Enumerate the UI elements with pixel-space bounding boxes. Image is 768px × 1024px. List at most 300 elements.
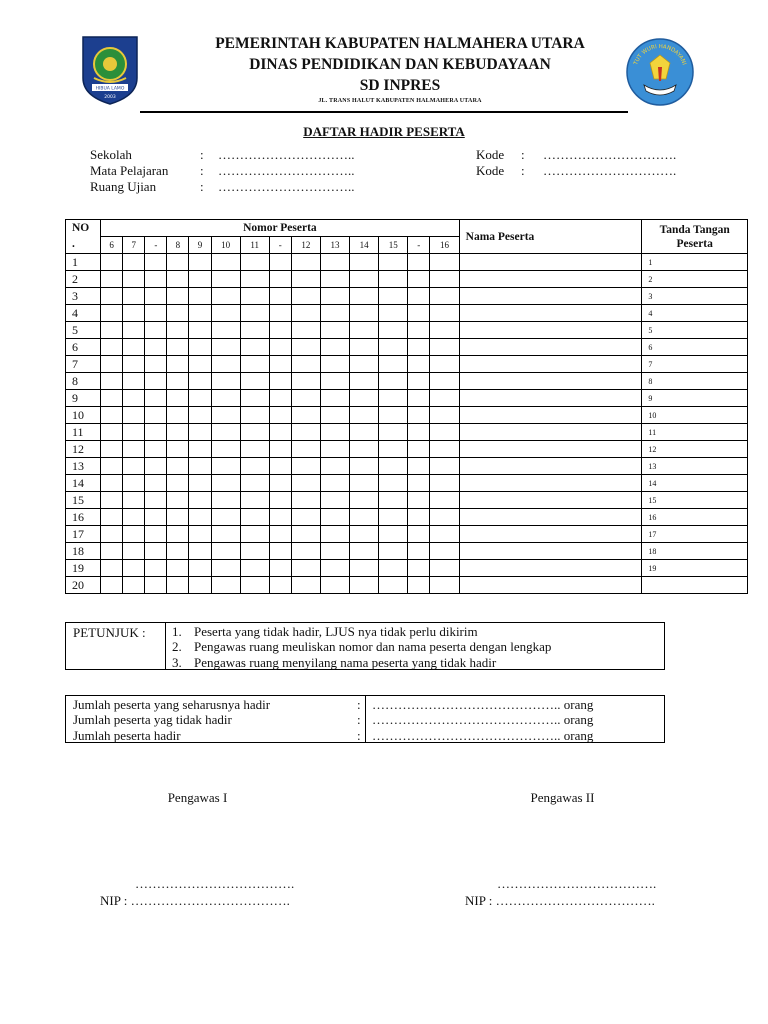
digit-cell[interactable] [291,407,320,424]
digit-cell[interactable] [101,492,123,509]
digit-cell[interactable] [430,441,459,458]
digit-cell[interactable] [123,322,145,339]
digit-cell[interactable] [408,339,430,356]
digit-cell[interactable] [101,390,123,407]
digit-cell[interactable] [430,339,459,356]
digit-cell[interactable] [269,305,291,322]
digit-cell[interactable] [379,475,408,492]
digit-cell[interactable] [350,390,379,407]
digit-cell[interactable] [240,492,269,509]
digit-cell[interactable] [240,271,269,288]
digit-cell[interactable] [123,509,145,526]
digit-cell[interactable] [101,509,123,526]
digit-cell[interactable] [189,305,211,322]
digit-cell[interactable] [430,288,459,305]
digit-cell[interactable] [240,288,269,305]
digit-cell[interactable] [101,424,123,441]
digit-cell[interactable] [145,458,167,475]
digit-cell[interactable] [291,322,320,339]
digit-cell[interactable] [101,271,123,288]
digit-cell[interactable] [430,356,459,373]
digit-cell[interactable] [379,560,408,577]
digit-cell[interactable] [291,424,320,441]
digit-cell[interactable] [101,322,123,339]
digit-cell[interactable] [350,356,379,373]
digit-cell[interactable] [211,458,240,475]
digit-cell[interactable] [408,492,430,509]
digit-cell[interactable] [240,407,269,424]
digit-cell[interactable] [101,560,123,577]
digit-cell[interactable] [211,577,240,594]
digit-cell[interactable] [379,441,408,458]
digit-cell[interactable] [145,356,167,373]
digit-cell[interactable] [291,305,320,322]
digit-cell[interactable] [167,305,189,322]
digit-cell[interactable] [123,526,145,543]
name-cell[interactable] [459,373,642,390]
signature-cell[interactable]: 11 [642,424,748,441]
digit-cell[interactable] [167,441,189,458]
digit-cell[interactable] [167,373,189,390]
digit-cell[interactable] [291,543,320,560]
digit-cell[interactable] [167,288,189,305]
name-cell[interactable] [459,560,642,577]
digit-cell[interactable] [101,475,123,492]
digit-cell[interactable] [291,373,320,390]
digit-cell[interactable] [145,288,167,305]
name-cell[interactable] [459,577,642,594]
digit-cell[interactable] [408,543,430,560]
digit-cell[interactable] [430,407,459,424]
digit-cell[interactable] [430,577,459,594]
digit-cell[interactable] [291,560,320,577]
digit-cell[interactable] [189,373,211,390]
digit-cell[interactable] [350,509,379,526]
digit-cell[interactable] [211,339,240,356]
digit-cell[interactable] [189,322,211,339]
digit-cell[interactable] [350,526,379,543]
signature-cell[interactable]: 2 [642,271,748,288]
digit-cell[interactable] [145,526,167,543]
digit-cell[interactable] [145,305,167,322]
digit-cell[interactable] [350,475,379,492]
signature-cell[interactable]: 14 [642,475,748,492]
digit-cell[interactable] [269,560,291,577]
digit-cell[interactable] [408,475,430,492]
digit-cell[interactable] [145,492,167,509]
digit-cell[interactable] [320,305,349,322]
digit-cell[interactable] [269,441,291,458]
digit-cell[interactable] [167,543,189,560]
digit-cell[interactable] [123,492,145,509]
signature-cell[interactable]: 16 [642,509,748,526]
digit-cell[interactable] [211,526,240,543]
digit-cell[interactable] [167,339,189,356]
digit-cell[interactable] [189,475,211,492]
digit-cell[interactable] [379,339,408,356]
digit-cell[interactable] [408,356,430,373]
name-cell[interactable] [459,424,642,441]
digit-cell[interactable] [350,339,379,356]
digit-cell[interactable] [240,509,269,526]
digit-cell[interactable] [189,458,211,475]
digit-cell[interactable] [320,560,349,577]
digit-cell[interactable] [145,424,167,441]
digit-cell[interactable] [123,543,145,560]
digit-cell[interactable] [350,373,379,390]
digit-cell[interactable] [430,475,459,492]
digit-cell[interactable] [145,509,167,526]
digit-cell[interactable] [145,407,167,424]
digit-cell[interactable] [123,407,145,424]
digit-cell[interactable] [350,543,379,560]
digit-cell[interactable] [350,271,379,288]
digit-cell[interactable] [269,577,291,594]
name-cell[interactable] [459,492,642,509]
digit-cell[interactable] [189,407,211,424]
digit-cell[interactable] [211,560,240,577]
digit-cell[interactable] [189,577,211,594]
digit-cell[interactable] [320,458,349,475]
digit-cell[interactable] [101,288,123,305]
signature-cell[interactable] [642,577,748,594]
signature-cell[interactable]: 19 [642,560,748,577]
digit-cell[interactable] [430,271,459,288]
digit-cell[interactable] [350,492,379,509]
digit-cell[interactable] [145,475,167,492]
digit-cell[interactable] [291,475,320,492]
digit-cell[interactable] [240,305,269,322]
name-cell[interactable] [459,543,642,560]
digit-cell[interactable] [123,560,145,577]
digit-cell[interactable] [101,339,123,356]
name-cell[interactable] [459,288,642,305]
name-cell[interactable] [459,526,642,543]
digit-cell[interactable] [101,577,123,594]
digit-cell[interactable] [123,441,145,458]
digit-cell[interactable] [211,356,240,373]
digit-cell[interactable] [240,458,269,475]
digit-cell[interactable] [189,356,211,373]
digit-cell[interactable] [408,373,430,390]
digit-cell[interactable] [167,407,189,424]
digit-cell[interactable] [167,492,189,509]
digit-cell[interactable] [101,458,123,475]
digit-cell[interactable] [430,526,459,543]
digit-cell[interactable] [379,577,408,594]
digit-cell[interactable] [167,254,189,271]
signature-cell[interactable]: 4 [642,305,748,322]
digit-cell[interactable] [379,492,408,509]
digit-cell[interactable] [269,288,291,305]
digit-cell[interactable] [291,509,320,526]
digit-cell[interactable] [211,288,240,305]
digit-cell[interactable] [291,441,320,458]
digit-cell[interactable] [167,424,189,441]
digit-cell[interactable] [167,526,189,543]
digit-cell[interactable] [320,509,349,526]
digit-cell[interactable] [123,356,145,373]
digit-cell[interactable] [320,271,349,288]
digit-cell[interactable] [291,254,320,271]
digit-cell[interactable] [123,339,145,356]
digit-cell[interactable] [408,424,430,441]
digit-cell[interactable] [123,373,145,390]
signature-cell[interactable]: 8 [642,373,748,390]
digit-cell[interactable] [430,322,459,339]
digit-cell[interactable] [211,509,240,526]
digit-cell[interactable] [123,424,145,441]
digit-cell[interactable] [269,339,291,356]
digit-cell[interactable] [379,373,408,390]
digit-cell[interactable] [291,288,320,305]
digit-cell[interactable] [430,560,459,577]
digit-cell[interactable] [408,305,430,322]
digit-cell[interactable] [320,339,349,356]
digit-cell[interactable] [145,560,167,577]
digit-cell[interactable] [291,356,320,373]
digit-cell[interactable] [350,424,379,441]
digit-cell[interactable] [430,492,459,509]
digit-cell[interactable] [408,322,430,339]
digit-cell[interactable] [430,305,459,322]
digit-cell[interactable] [291,458,320,475]
digit-cell[interactable] [269,390,291,407]
digit-cell[interactable] [320,441,349,458]
signature-cell[interactable]: 5 [642,322,748,339]
digit-cell[interactable] [320,424,349,441]
signature-cell[interactable]: 13 [642,458,748,475]
digit-cell[interactable] [320,543,349,560]
name-cell[interactable] [459,509,642,526]
digit-cell[interactable] [101,441,123,458]
digit-cell[interactable] [101,543,123,560]
name-cell[interactable] [459,339,642,356]
digit-cell[interactable] [240,339,269,356]
digit-cell[interactable] [101,526,123,543]
digit-cell[interactable] [320,373,349,390]
digit-cell[interactable] [211,271,240,288]
digit-cell[interactable] [145,543,167,560]
digit-cell[interactable] [123,577,145,594]
digit-cell[interactable] [291,577,320,594]
digit-cell[interactable] [101,373,123,390]
digit-cell[interactable] [379,458,408,475]
signature-cell[interactable]: 9 [642,390,748,407]
digit-cell[interactable] [291,271,320,288]
digit-cell[interactable] [123,390,145,407]
signature-cell[interactable]: 17 [642,526,748,543]
digit-cell[interactable] [320,254,349,271]
digit-cell[interactable] [320,390,349,407]
name-cell[interactable] [459,271,642,288]
digit-cell[interactable] [240,543,269,560]
digit-cell[interactable] [379,288,408,305]
digit-cell[interactable] [269,373,291,390]
digit-cell[interactable] [167,458,189,475]
digit-cell[interactable] [167,271,189,288]
digit-cell[interactable] [240,526,269,543]
signature-cell[interactable]: 3 [642,288,748,305]
name-cell[interactable] [459,254,642,271]
digit-cell[interactable] [240,475,269,492]
digit-cell[interactable] [189,560,211,577]
digit-cell[interactable] [240,356,269,373]
digit-cell[interactable] [408,254,430,271]
digit-cell[interactable] [379,407,408,424]
digit-cell[interactable] [430,373,459,390]
digit-cell[interactable] [240,254,269,271]
digit-cell[interactable] [269,424,291,441]
digit-cell[interactable] [211,424,240,441]
digit-cell[interactable] [167,390,189,407]
digit-cell[interactable] [269,322,291,339]
signature-cell[interactable]: 7 [642,356,748,373]
digit-cell[interactable] [379,356,408,373]
digit-cell[interactable] [379,424,408,441]
digit-cell[interactable] [320,577,349,594]
digit-cell[interactable] [379,390,408,407]
digit-cell[interactable] [123,458,145,475]
digit-cell[interactable] [408,509,430,526]
digit-cell[interactable] [240,390,269,407]
signature-cell[interactable]: 12 [642,441,748,458]
digit-cell[interactable] [379,509,408,526]
digit-cell[interactable] [408,390,430,407]
name-cell[interactable] [459,407,642,424]
signature-cell[interactable]: 1 [642,254,748,271]
digit-cell[interactable] [430,390,459,407]
digit-cell[interactable] [240,441,269,458]
digit-cell[interactable] [350,458,379,475]
digit-cell[interactable] [145,577,167,594]
digit-cell[interactable] [408,271,430,288]
digit-cell[interactable] [408,560,430,577]
digit-cell[interactable] [408,577,430,594]
digit-cell[interactable] [269,526,291,543]
digit-cell[interactable] [167,509,189,526]
digit-cell[interactable] [291,526,320,543]
digit-cell[interactable] [408,288,430,305]
name-cell[interactable] [459,458,642,475]
digit-cell[interactable] [269,356,291,373]
digit-cell[interactable] [189,526,211,543]
digit-cell[interactable] [211,322,240,339]
digit-cell[interactable] [101,356,123,373]
digit-cell[interactable] [167,560,189,577]
digit-cell[interactable] [189,288,211,305]
digit-cell[interactable] [145,441,167,458]
digit-cell[interactable] [145,339,167,356]
digit-cell[interactable] [123,475,145,492]
digit-cell[interactable] [189,543,211,560]
name-cell[interactable] [459,390,642,407]
digit-cell[interactable] [379,322,408,339]
digit-cell[interactable] [189,254,211,271]
digit-cell[interactable] [350,305,379,322]
digit-cell[interactable] [320,475,349,492]
signature-cell[interactable]: 15 [642,492,748,509]
digit-cell[interactable] [211,407,240,424]
digit-cell[interactable] [269,271,291,288]
digit-cell[interactable] [211,390,240,407]
signature-cell[interactable]: 10 [642,407,748,424]
digit-cell[interactable] [350,288,379,305]
digit-cell[interactable] [145,373,167,390]
digit-cell[interactable] [240,577,269,594]
digit-cell[interactable] [320,526,349,543]
digit-cell[interactable] [379,543,408,560]
digit-cell[interactable] [167,322,189,339]
digit-cell[interactable] [350,577,379,594]
name-cell[interactable] [459,322,642,339]
digit-cell[interactable] [240,560,269,577]
digit-cell[interactable] [189,271,211,288]
digit-cell[interactable] [145,254,167,271]
digit-cell[interactable] [211,441,240,458]
digit-cell[interactable] [167,577,189,594]
digit-cell[interactable] [211,492,240,509]
digit-cell[interactable] [320,356,349,373]
digit-cell[interactable] [379,271,408,288]
digit-cell[interactable] [269,475,291,492]
digit-cell[interactable] [379,254,408,271]
digit-cell[interactable] [145,390,167,407]
digit-cell[interactable] [430,543,459,560]
digit-cell[interactable] [240,322,269,339]
signature-cell[interactable]: 18 [642,543,748,560]
digit-cell[interactable] [291,339,320,356]
digit-cell[interactable] [123,305,145,322]
digit-cell[interactable] [145,271,167,288]
digit-cell[interactable] [167,475,189,492]
digit-cell[interactable] [189,492,211,509]
name-cell[interactable] [459,305,642,322]
digit-cell[interactable] [211,475,240,492]
digit-cell[interactable] [145,322,167,339]
digit-cell[interactable] [189,339,211,356]
digit-cell[interactable] [269,543,291,560]
digit-cell[interactable] [211,373,240,390]
digit-cell[interactable] [189,441,211,458]
digit-cell[interactable] [269,509,291,526]
name-cell[interactable] [459,441,642,458]
digit-cell[interactable] [350,560,379,577]
digit-cell[interactable] [240,373,269,390]
digit-cell[interactable] [320,492,349,509]
digit-cell[interactable] [408,458,430,475]
digit-cell[interactable] [408,441,430,458]
digit-cell[interactable] [320,322,349,339]
digit-cell[interactable] [430,509,459,526]
signature-cell[interactable]: 6 [642,339,748,356]
digit-cell[interactable] [211,254,240,271]
digit-cell[interactable] [269,458,291,475]
digit-cell[interactable] [101,305,123,322]
digit-cell[interactable] [123,288,145,305]
digit-cell[interactable] [430,458,459,475]
digit-cell[interactable] [211,543,240,560]
digit-cell[interactable] [189,390,211,407]
digit-cell[interactable] [211,305,240,322]
digit-cell[interactable] [350,254,379,271]
digit-cell[interactable] [291,492,320,509]
digit-cell[interactable] [408,407,430,424]
name-cell[interactable] [459,475,642,492]
digit-cell[interactable] [379,526,408,543]
digit-cell[interactable] [320,288,349,305]
digit-cell[interactable] [350,322,379,339]
